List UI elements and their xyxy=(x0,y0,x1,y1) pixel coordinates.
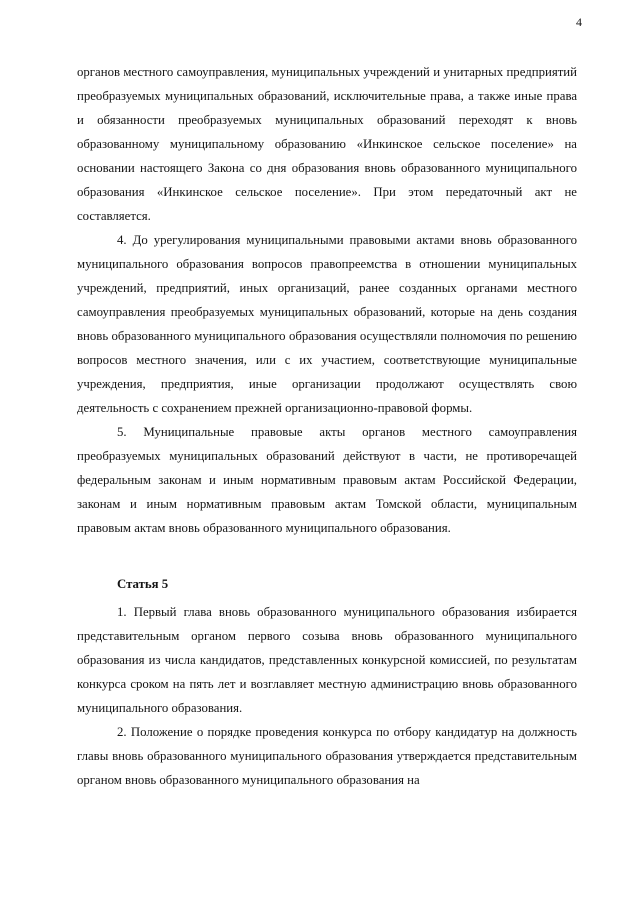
paragraph-continuation: органов местного самоуправления, муниципальных учреждений и унитарных предприятий преобразуемых муниципальных образований, исключительные права, а также иные права и обязанности преобразуемых муниципальных образований переходят к вновь образованному муниципальному образованию «Инкинское сельское поселение» на основании настоящего Закона со дня образования вновь образованного муниципального образования «Инкинское сельское поселение». При этом передаточный акт не составляется. xyxy=(77,65,577,223)
page-number: 4 xyxy=(576,15,582,29)
article-5-paragraph-2: 2. Положение о порядке проведения конкурса по отбору кандидатур на должность главы вновь образованного муниципального образования утверждается представительным органом вновь образованного муниципального образования на xyxy=(77,725,577,787)
article-5-paragraph-1: 1. Первый глава вновь образованного муниципального образования избирается представительным органом первого созыва вновь образованного муниципального образования из числа кандидатов, представленных конкурсной комиссией, по результатам конкурса сроком на пять лет и возглавляет местную администрацию вновь образованного муниципального образования. xyxy=(77,605,577,715)
paragraph-item-4: 4. До урегулирования муниципальными правовыми актами вновь образованного муниципального образования вопросов правопреемства в отношении муниципальных учреждений, предприятий, иных организаций, ранее созданных органами местного самоуправления преобразуемых муниципальных образований, которые на день создания вновь образованного муниципального образования осуществляли полномочия по решению вопросов местного значения, или с их участием, соответствующие муниципальные учреждения, предприятия, иные организации продолжают осуществлять свою деятельность с сохранением прежней организационно-правовой формы. xyxy=(77,233,577,415)
paragraph-item-5: 5. Муниципальные правовые акты органов местного самоуправления преобразуемых муниципальных образований действуют в части, не противоречащей федеральным законам и иным нормативным правовым актам Российской Федерации, законам и иным нормативным правовым актам Томской области, муниципальным правовым актам вновь образованного муниципального образования. xyxy=(77,425,577,535)
document-body xyxy=(77,60,577,792)
article-heading: Статья 5 xyxy=(117,577,169,591)
